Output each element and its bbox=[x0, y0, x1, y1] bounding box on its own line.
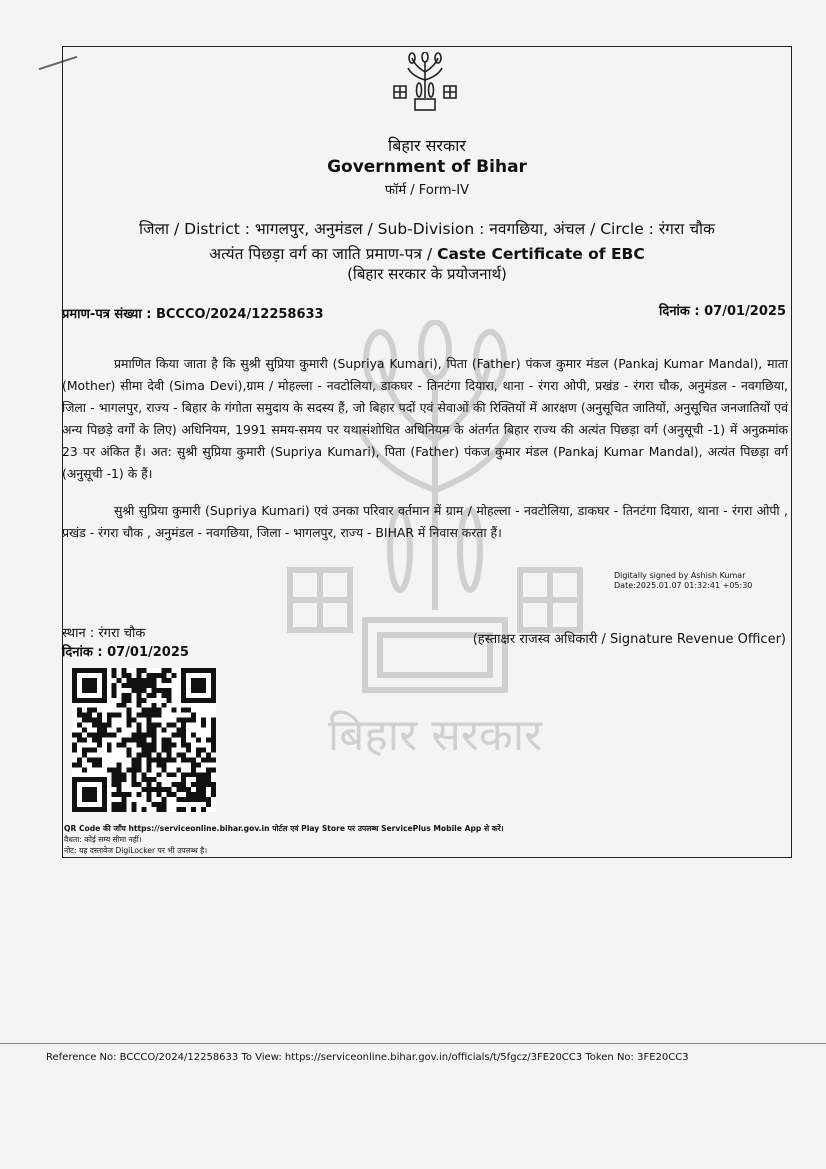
certificate-body-paragraph-2: सुश्री सुप्रिया कुमारी (Supriya Kumari) एवं उनका परिवार वर्तमान में ग्राम / मोहल्ला - नवटोलिया, डाकघर - तिनटंगा दियारा, थाना - रंगरा ओपी , प्रखंड - रंगरा चौक , अनुमंडल - नवगछिया, जिला - भागलपुर, राज्य - BIHAR में निवास करता हैं। bbox=[62, 503, 788, 540]
watermark-text: बिहार सरकार bbox=[327, 710, 543, 761]
govt-title-english: Government of Bihar bbox=[327, 157, 527, 177]
issue-date: दिनांक : 07/01/2025 bbox=[659, 304, 786, 319]
subdivision-label: अनुमंडल / Sub-Division : bbox=[314, 220, 485, 238]
certificate-type bbox=[62, 242, 792, 264]
certificate-purpose: (बिहार सरकार के प्रयोजनार्थ) bbox=[347, 265, 507, 283]
qr-verification-note: QR Code की जाँच https://serviceonline.bihar.gov.in पोर्टल एवं Play Store पर उपलब्ध ServicePlus Mobile App से करें। bbox=[64, 824, 504, 833]
circle-label: अंचल / Circle : bbox=[552, 220, 654, 238]
govt-title-hindi: बिहार सरकार bbox=[388, 136, 466, 155]
certificate-body-paragraph-1: प्रमाणित किया जाता है कि सुश्री सुप्रिया कुमारी (Supriya Kumari), पिता (Father) पंकज कुमार मंडल (Pankaj Kumar Mandal), माता (Mother) सीमा देवी (Sima Devi),ग्राम / मोहल्ला - नवटोलिया, डाकघर - तिनटंगा दियारा, थाना - रंगरा ओपी, प्रखंड - रंगरा चौक, अनुमंडल - नवगछिया, जिला - भागलपुर, राज्य - बिहार के गंगोता समुदाय के सदस्य हैं, जो बिहार पदों एवं सेवाओं की रिक्तियों में आरक्षण (अनुसूचित जातियों, अनुसूचित जनजातियों एवं अन्य पिछड़े वर्गों के लिए) अधिनियम, 1991 समय-समय पर यथासंशोधित अधिनियम के अंतर्गत बिहार राज्य की अत्यंत पिछड़ा वर्ग (अनुसूची -1) में अनुक्रमांक 23 पर अंकित हैं। अत: सुश्री सुप्रिया कुमारी (Supriya Kumari), पिता (Father) पंकज कुमार मंडल (Pankaj Kumar Mandal), अत्यंत पिछड़ा वर्ग (अनुसूची -1) के हैं। bbox=[62, 356, 788, 481]
district-label: जिला / District : bbox=[139, 220, 250, 238]
certificate-type-english: Caste Certificate of EBC bbox=[437, 245, 645, 263]
digital-signature-block bbox=[614, 571, 752, 591]
reference-divider bbox=[0, 1043, 826, 1044]
digital-signature-signer: Digitally signed by Ashish Kumar bbox=[614, 571, 746, 580]
footnotes bbox=[64, 823, 504, 856]
certificate-number: प्रमाण-पत्र संख्या : BCCCO/2024/12258633 bbox=[62, 307, 324, 322]
validity-note: वैधता: कोई सम्य सीमा नहीं। bbox=[64, 835, 142, 844]
jurisdiction-line bbox=[62, 217, 792, 239]
bihar-emblem-logo bbox=[390, 52, 460, 114]
signature-designation: (हस्ताक्षर राजस्व अधिकारी / Signature Revenue Officer) bbox=[472, 632, 786, 647]
qr-code[interactable] bbox=[72, 668, 216, 812]
district-value: भागलपुर, bbox=[254, 220, 310, 238]
form-number: फॉर्म / Form-IV bbox=[385, 183, 469, 198]
reference-line: Reference No: BCCCO/2024/12258633 To View: https://serviceonline.bihar.gov.in/officials/t/5fgcz/3FE20CC3 Token No: 3FE20CC3 bbox=[46, 1052, 689, 1063]
digilocker-note: नोट: यह दस्तावेज DigiLocker पर भी उपलब्ध है। bbox=[64, 846, 208, 855]
circle-value: रंगरा चौक bbox=[658, 220, 715, 238]
certificate-type-hindi: अत्यंत पिछड़ा वर्ग का जाति प्रमाण-पत्र / bbox=[209, 245, 433, 263]
footer-date: दिनांक : 07/01/2025 bbox=[62, 645, 189, 660]
place: स्थान : रंगरा चौक bbox=[62, 626, 146, 641]
subdivision-value: नवगछिया, bbox=[489, 220, 549, 238]
digital-signature-date: Date:2025.01.07 01:32:41 +05:30 bbox=[614, 581, 753, 590]
